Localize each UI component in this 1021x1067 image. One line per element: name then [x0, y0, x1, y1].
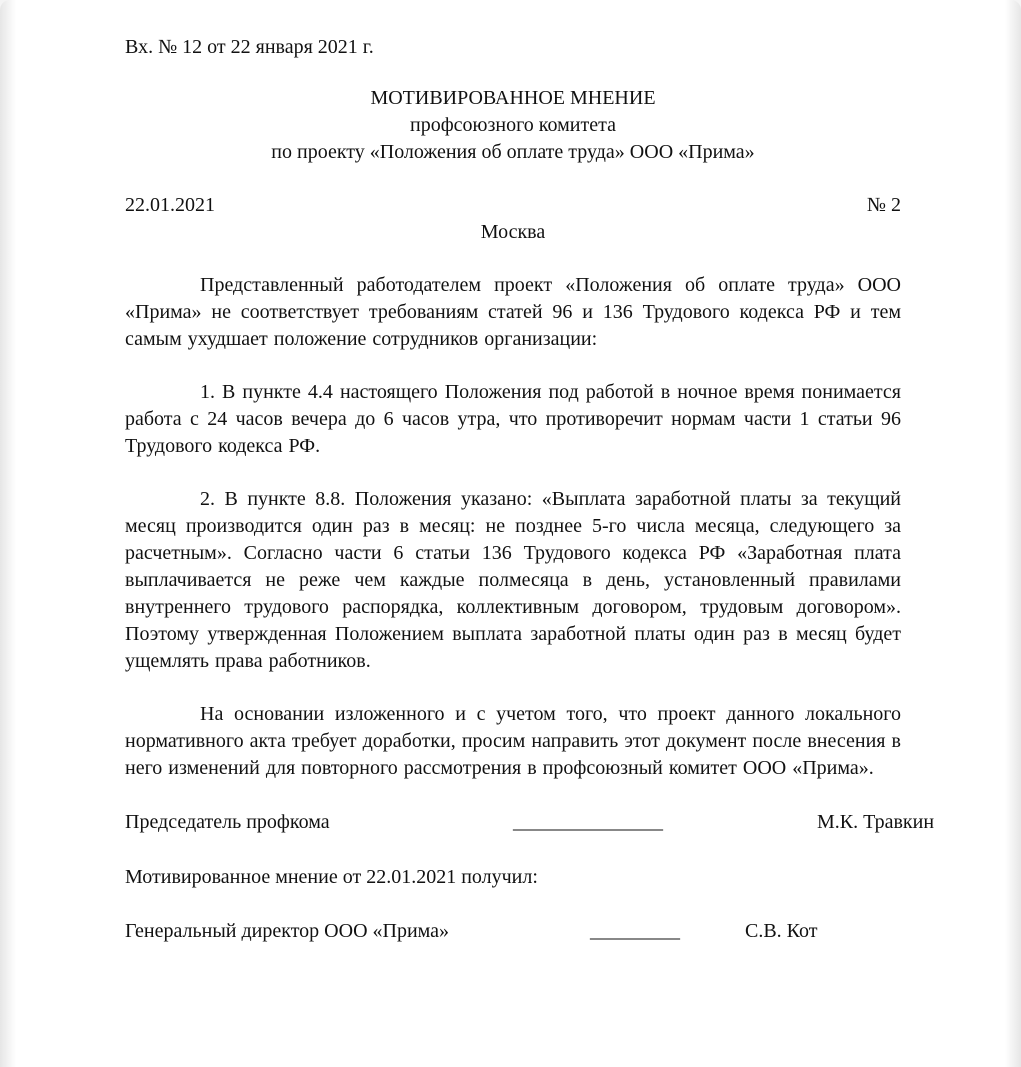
document-city: Москва [480, 221, 546, 243]
document-title: МОТИВИРОВАННОЕ МНЕНИЕ [370, 87, 656, 109]
paragraph-conclusion: На основании изложенного и с учетом того, что проект данного локального нормативного акта требует доработки, просим направить этот документ после внесения в него изменений для повторного рассмотрения в профсоюзный комитет ООО «Прима». [125, 703, 901, 779]
paragraph-point-2: 2. В пункте 8.8. Положения указано: «Выплата заработной платы за текущий месяц производится один раз в месяц: не позднее 5-го числа месяца, следующего за расчетным». Согласно части 6 статьи 136 Трудового кодекса РФ «Заработная плата выплачивается не реже чем каждые полмесяца в день, установленный правилами внутреннего трудового распорядка, коллективным договором, трудовым договором». Поэтому утвержденная Положением выплата заработной платы один раз в месяц будет ущемлять права работников. [125, 488, 901, 672]
signature-row-chairman [125, 809, 935, 836]
signature-chairman-label: Председатель профкома [125, 811, 330, 833]
document-number: № 2 [866, 194, 901, 216]
received-line: Мотивированное мнение от 22.01.2021 получил: [125, 866, 538, 888]
signature-director-line: _________ [590, 920, 680, 942]
document-subtitle-committee: профсоюзного комитета [410, 114, 616, 136]
signature-row-director [125, 918, 901, 945]
paragraph-intro: Представленный работодателем проект «Положения об оплате труда» ООО «Прима» не соответствует требованиям статей 96 и 136 Трудового кодекса РФ и тем самым ухудшает положение сотрудников организации: [125, 274, 901, 350]
incoming-reference: Вх. № 12 от 22 января 2021 г. [125, 36, 374, 58]
signature-director-name: С.В. Кот [745, 920, 818, 942]
title-block [125, 85, 901, 166]
signature-director-label: Генеральный директор ООО «Прима» [125, 920, 450, 942]
document-subtitle-project: по проекту «Положения об оплате труда» ООО «Прима» [271, 141, 755, 163]
date-number-row [125, 192, 901, 219]
document-date: 22.01.2021 [125, 194, 215, 216]
signature-chairman-name: М.К. Травкин [817, 811, 935, 833]
signature-chairman-line: _______________ [513, 811, 663, 833]
paragraph-point-1: 1. В пункте 4.4 настоящего Положения под работой в ночное время понимается работа с 24 часов вечера до 6 часов утра, что противоречит нормам части 1 статьи 96 Трудового кодекса РФ. [125, 381, 901, 457]
